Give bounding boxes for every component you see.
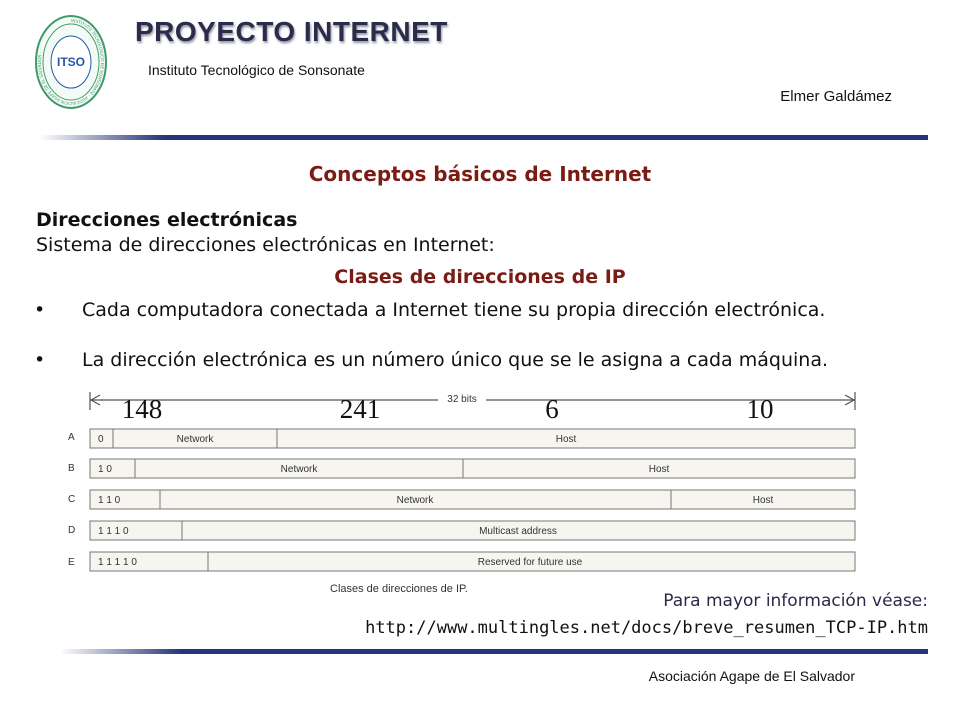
- header-divider: [40, 135, 928, 140]
- diagram-caption: Clases de direcciones de IP.: [330, 583, 468, 595]
- logo-ring-text: INSTITUTO TECNOLOGICO DE SONSONATE · ASOCIACION AGAPE DE EL SALVADOR ·: [36, 17, 105, 107]
- institute-name: Instituto Tecnológico de Sonsonate: [148, 62, 365, 78]
- octet-value: 6: [545, 394, 559, 424]
- section-title: Conceptos básicos de Internet: [308, 162, 652, 186]
- class-row: [68, 429, 855, 448]
- class-network-field: Multicast address: [479, 526, 557, 537]
- class-label: C: [68, 494, 76, 505]
- octet-value: 148: [121, 394, 163, 424]
- class-row: [68, 521, 855, 540]
- more-info-label: Para mayor información véase:: [663, 591, 928, 611]
- class-network-field: Network: [176, 434, 214, 445]
- project-title: PROYECTO INTERNET: [135, 16, 448, 47]
- class-label: B: [68, 463, 75, 474]
- class-row: [68, 490, 855, 509]
- class-prefix: 1 1 1 1 0: [98, 557, 137, 568]
- footer-divider: [60, 649, 928, 654]
- class-prefix: 1 1 0: [98, 495, 121, 506]
- class-host-field: Host: [648, 464, 670, 475]
- class-row: [68, 552, 855, 571]
- ip-classes-diagram: [60, 388, 870, 598]
- itso-logo: [34, 14, 108, 110]
- class-prefix: 1 1 1 0: [98, 526, 129, 537]
- class-row: [68, 459, 855, 478]
- class-host-field: Host: [555, 434, 577, 445]
- class-network-field: Reserved for future use: [477, 557, 583, 568]
- class-label: D: [68, 525, 76, 536]
- footer-organization: Asociación Agape de El Salvador: [648, 668, 855, 684]
- classes-title: Clases de direcciones de IP: [334, 266, 626, 288]
- author-name: Elmer Galdámez: [780, 88, 892, 105]
- logo-text: ITSO: [56, 55, 86, 69]
- class-network-field: Network: [396, 495, 434, 506]
- width-label: 32 bits: [447, 394, 477, 405]
- bullet-dot: •: [34, 299, 46, 321]
- octet-value: 10: [746, 394, 774, 424]
- class-label: A: [68, 432, 75, 443]
- class-host-field: Host: [752, 495, 774, 506]
- class-label: E: [68, 557, 75, 568]
- topic-heading: Direcciones electrónicas: [36, 209, 298, 231]
- octet-value: 241: [339, 394, 381, 424]
- class-prefix: 0: [98, 434, 104, 445]
- topic-subheading: Sistema de direcciones electrónicas en Internet:: [36, 234, 495, 256]
- class-prefix: 1 0: [98, 464, 112, 475]
- bullet-dot: •: [34, 349, 46, 371]
- class-network-field: Network: [280, 464, 318, 475]
- bullet-text: La dirección electrónica es un número único que se le asigna a cada máquina.: [82, 349, 829, 371]
- bullet-text: Cada computadora conectada a Internet tiene su propia dirección electrónica.: [82, 299, 826, 321]
- reference-url[interactable]: http://www.multingles.net/docs/breve_resumen_TCP-IP.htm: [365, 618, 928, 638]
